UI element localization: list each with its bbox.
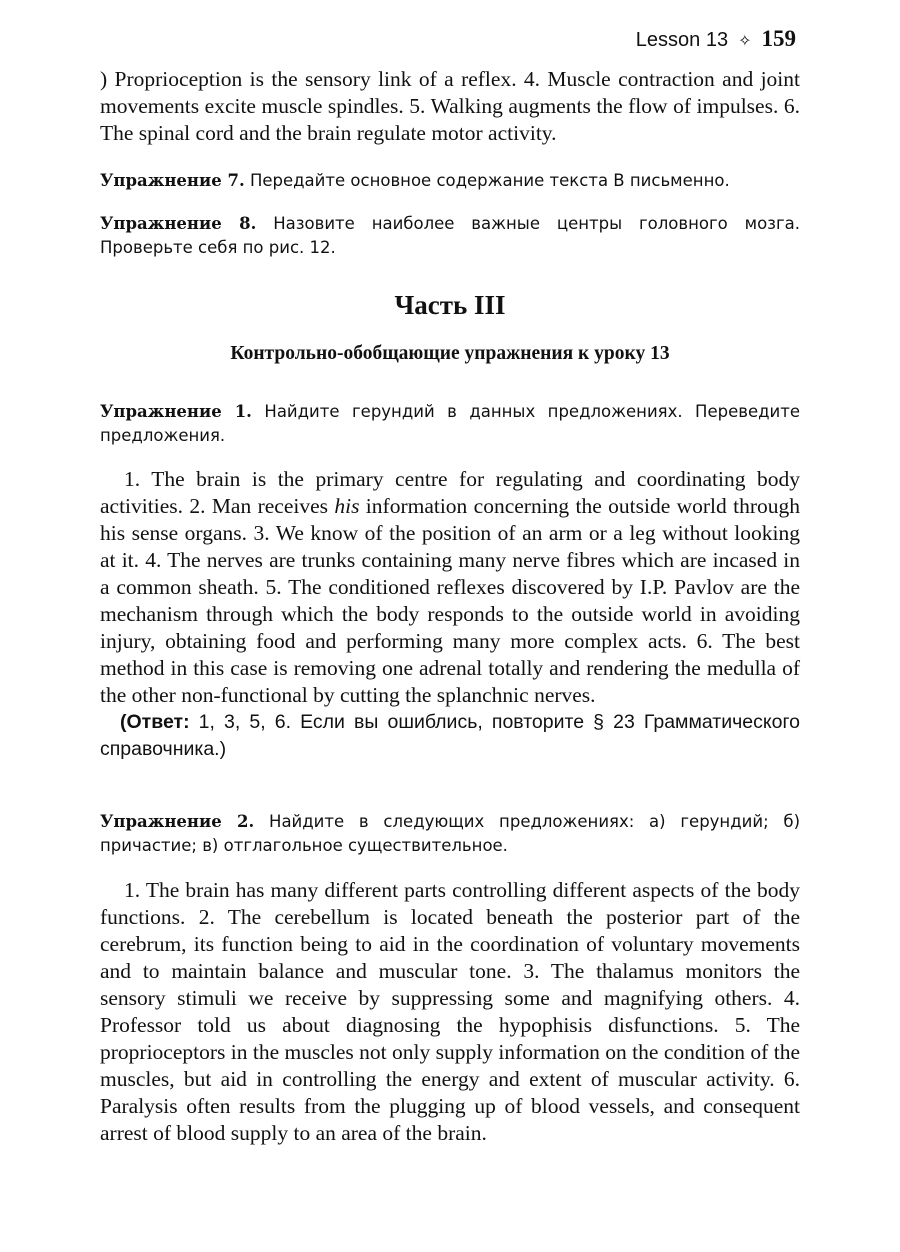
- exercise-2-text: Найдите в следующих предложениях: а) герундий; б) причастие; в) отглагольное существительное.: [100, 812, 801, 855]
- continued-paragraph-text: ) Proprioception is the sensory link of a reflex. 4. Muscle contraction and joint movements excite muscle spindles. 5. Walking augments the flow of impulses. 6. The spinal cord and the brain regulate motor activity.: [100, 67, 800, 145]
- exercise-2-instruction: [100, 810, 800, 858]
- exercise-7: [100, 169, 800, 193]
- page-number: 159: [761, 26, 796, 51]
- exercise-1-body: [100, 466, 800, 763]
- exercise-1-sentences: 1. The brain is the primary centre for regulating and coordinating body activities. 2. Man receives his information concerning the outside world through his sense organs. 3. We know of the position of an arm or a leg without looking at it. 4. The nerves are trunks containing many nerve fibres which are incased in a common sheath. 5. The conditioned reflexes discovered by I.P. Pavlov are the mechanism through which the body responds to the outside world in avoiding injury, obtaining food and performing many more complex acts. 6. The best method in this case is removing one adrenal totally and rendering the medulla of the other non-functional by cutting the splanchnic nerves.: [100, 467, 800, 707]
- answer-label: (Ответ:: [120, 711, 190, 733]
- section-title: Контрольно-обобщающие упражнения к уроку 13: [230, 343, 670, 364]
- exercise-7-text: Передайте основное содержание текста В письменно.: [249, 171, 730, 190]
- exercise-8-label: Упражнение 8.: [100, 214, 257, 233]
- exercise-8-text: Назовите наиболее важные центры головного мозга. Проверьте себя по рис. 12.: [100, 214, 800, 257]
- diamond-separator-icon: ✧: [738, 33, 752, 50]
- exercise-2-body: [100, 877, 800, 1147]
- exercise-2-label: Упражнение 2.: [100, 812, 255, 831]
- italic-word: his: [334, 494, 360, 518]
- exercise-1-text: Найдите герундий в данных предложениях. Переведите предложения.: [100, 402, 801, 445]
- lesson-label: Lesson 13: [635, 29, 729, 51]
- answer-text: 1, 3, 5, 6. Если вы ошиблись, повторите § 23 Грамматического справочника.): [100, 711, 800, 760]
- exercise-8: [100, 212, 800, 260]
- part-title: Часть III: [394, 290, 506, 320]
- exercise-2-sentences: 1. The brain has many different parts controlling different aspects of the body functions. 2. The cerebellum is located beneath the posterior part of the cerebrum, its function being to aid in the coordination of voluntary movements and to maintain balance and muscular tone. 3. The thalamus monitors the sensory stimuli we receive by suppressing some and magnifying others. 4. Professor told us about diagnosing the hypophisis disfunctions. 5. The proprioceptors in the muscles not only supply information on the condition of the muscles, but aid in controlling the energy and extent of muscular activity. 6. Paralysis often results from the plugging up of blood vessels, and consequent arrest of blood supply to an area of the brain.: [100, 878, 800, 1145]
- exercise-1-label: Упражнение 1.: [100, 402, 252, 421]
- exercise-1-answer: [100, 709, 800, 763]
- exercise-7-label: Упражнение 7.: [100, 171, 245, 190]
- continued-paragraph: [100, 66, 800, 147]
- exercise-1-instruction: [100, 400, 800, 448]
- running-header: [636, 26, 796, 52]
